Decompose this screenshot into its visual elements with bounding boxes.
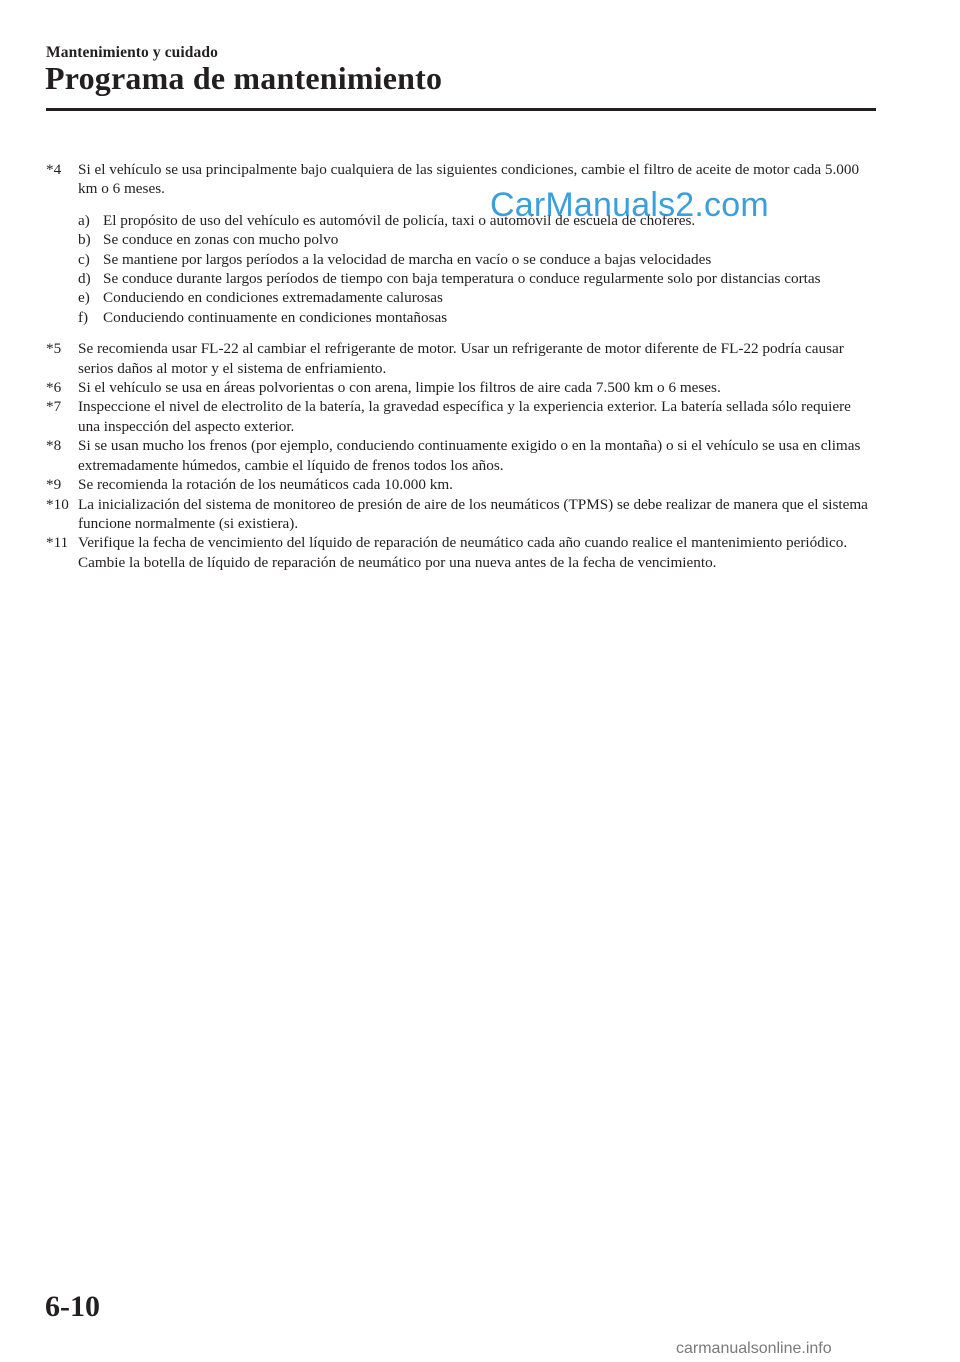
note-text: Si se usan mucho los frenos (por ejemplo, conduciendo continuamente exigido o en la montaña) o si el vehículo se usa en climas extremadamente húmedos, cambie el líquido de frenos todos los años.	[78, 437, 861, 474]
watermark-logo: CarManuals2.com	[490, 186, 769, 224]
note-10	[46, 495, 876, 534]
note-text: Se recomienda usar FL-22 al cambiar el refrigerante de motor. Usar un refrigerante de motor diferente de FL-22 podría causar serios daños al motor y el sistema de enfriamiento.	[78, 340, 844, 377]
note-8	[46, 436, 876, 475]
list-item	[78, 288, 876, 307]
note-11	[46, 533, 876, 572]
note-text: Verifique la fecha de vencimiento del líquido de reparación de neumático cada año cuando realice el mantenimiento periódico. Cambie la botella de líquido de reparación de neumático por una nueva antes de la fecha de vencimiento.	[78, 534, 848, 571]
note-marker: *4	[46, 161, 62, 178]
list-item	[78, 250, 876, 269]
note-text: Si el vehículo se usa en áreas polvorientas o con arena, limpie los filtros de aire cada 7.500 km o 6 meses.	[78, 379, 721, 397]
note-text: Se recomienda la rotación de los neumáticos cada 10.000 km.	[78, 476, 453, 494]
note-text: Inspeccione el nivel de electrolito de la batería, la gravedad específica y la experiencia exterior. La batería sellada sólo requiere una inspección del aspecto exterior.	[78, 398, 851, 435]
note-marker: *10	[46, 495, 69, 513]
sub-marker: c)	[78, 250, 90, 268]
sub-marker: f)	[78, 308, 89, 326]
sub-text: Se conduce en zonas con mucho polvo	[103, 231, 339, 249]
section-label: Mantenimiento y cuidado	[46, 44, 218, 61]
note-text: La inicialización del sistema de monitoreo de presión de aire de los neumáticos (TPMS) se debe realizar de manera que el sistema funcione normalmente (si existiera).	[78, 495, 868, 532]
note-marker: *9	[46, 476, 62, 494]
note-marker: *6	[46, 379, 62, 397]
conditions-sublist	[46, 211, 876, 327]
sub-text: Se mantiene por largos períodos a la velocidad de marcha en vacío o se conduce a bajas velocidades	[103, 250, 712, 268]
sub-marker: a)	[78, 211, 90, 229]
note-5	[46, 339, 876, 378]
page-number: 6-10	[45, 1290, 100, 1323]
title-divider	[46, 108, 876, 111]
sub-marker: d)	[78, 270, 91, 288]
note-6	[46, 378, 876, 397]
sub-text: Se conduce durante largos períodos de tiempo con baja temperatura o conduce regularmente solo por distancias cortas	[103, 270, 821, 288]
sub-text: Conduciendo continuamente en condiciones montañosas	[103, 308, 448, 326]
list-item	[78, 269, 876, 288]
sub-marker: e)	[78, 289, 90, 307]
note-marker: *7	[46, 398, 62, 416]
note-text: Si el vehículo se usa principalmente bajo cualquiera de las siguientes condiciones, cambie el filtro de aceite de motor cada 5.000 km o 6 meses.	[78, 161, 860, 198]
note-7	[46, 397, 876, 436]
sub-text: Conduciendo en condiciones extremadamente calurosas	[103, 289, 443, 307]
note-9	[46, 475, 876, 494]
page-title: Programa de mantenimiento	[45, 60, 443, 96]
footer-watermark: carmanualsonline.info	[676, 1340, 832, 1357]
note-marker: *5	[46, 340, 62, 358]
sub-text: El propósito de uso del vehículo es automóvil de policía, taxi o automóvil de escuela de choferes.	[103, 211, 696, 229]
list-item	[78, 230, 876, 249]
note-marker: *8	[46, 437, 62, 455]
sub-marker: b)	[78, 231, 91, 249]
note-marker: *11	[46, 534, 69, 552]
list-item	[78, 308, 876, 327]
